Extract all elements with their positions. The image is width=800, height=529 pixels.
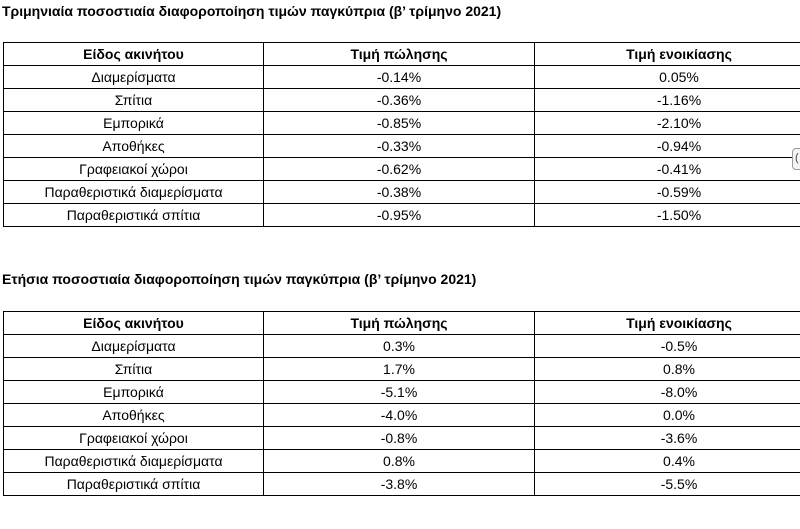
quarterly-table-title: Τριμηνιαία ποσοστιαία διαφοροποίηση τιμών παγκύπρια (β’ τρίμηνο 2021) bbox=[2, 3, 502, 19]
sale-price-change-cell: -0.36% bbox=[264, 89, 535, 112]
property-type-cell: Διαμερίσματα bbox=[4, 335, 264, 358]
property-type-cell: Παραθεριστικά διαμερίσματα bbox=[4, 181, 264, 204]
property-type-cell: Εμπορικά bbox=[4, 112, 264, 135]
sale-price-change-cell: 0.8% bbox=[264, 450, 535, 473]
table-row bbox=[4, 335, 800, 358]
property-type-cell: Σπίτια bbox=[4, 89, 264, 112]
table-row bbox=[4, 450, 800, 473]
rent-price-change-cell: 0.4% bbox=[535, 450, 800, 473]
table-row bbox=[4, 404, 800, 427]
rent-price-change-cell: -0.94% bbox=[535, 135, 800, 158]
sale-price-change-cell: -0.95% bbox=[264, 204, 535, 227]
annual-price-change-table bbox=[3, 311, 800, 496]
partial-widget-icon[interactable] bbox=[792, 148, 800, 170]
sale-price-change-cell: -0.8% bbox=[264, 427, 535, 450]
property-type-cell: Εμπορικά bbox=[4, 381, 264, 404]
rent-price-change-cell: -5.5% bbox=[535, 473, 800, 496]
property-type-cell: Σπίτια bbox=[4, 358, 264, 381]
table-row bbox=[4, 358, 800, 381]
table-row bbox=[4, 381, 800, 404]
sale-price-change-cell: 1.7% bbox=[264, 358, 535, 381]
table-row bbox=[4, 89, 800, 112]
property-type-cell: Αποθήκες bbox=[4, 135, 264, 158]
table-row bbox=[4, 427, 800, 450]
rent-price-change-cell: -3.6% bbox=[535, 427, 800, 450]
table-row bbox=[4, 112, 800, 135]
table-header-row bbox=[4, 312, 800, 335]
rent-price-change-cell: -0.59% bbox=[535, 181, 800, 204]
rent-price-change-cell: -0.5% bbox=[535, 335, 800, 358]
table-header-row bbox=[4, 43, 800, 66]
column-header-rent-price: Τιμή ενοικίασης bbox=[535, 43, 800, 66]
sale-price-change-cell: -0.14% bbox=[264, 66, 535, 89]
sale-price-change-cell: 0.3% bbox=[264, 335, 535, 358]
property-type-cell: Γραφειακοί χώροι bbox=[4, 427, 264, 450]
property-type-cell: Παραθεριστικά διαμερίσματα bbox=[4, 450, 264, 473]
property-type-cell: Διαμερίσματα bbox=[4, 66, 264, 89]
table-row bbox=[4, 181, 800, 204]
property-type-cell: Αποθήκες bbox=[4, 404, 264, 427]
property-type-cell: Γραφειακοί χώροι bbox=[4, 158, 264, 181]
property-type-cell: Παραθεριστικά σπίτια bbox=[4, 473, 264, 496]
column-header-rent-price: Τιμή ενοικίασης bbox=[535, 312, 800, 335]
partial-widget-glyph: ( bbox=[795, 152, 799, 164]
rent-price-change-cell: 0.0% bbox=[535, 404, 800, 427]
column-header-property-type: Είδος ακινήτου bbox=[4, 43, 264, 66]
table-row bbox=[4, 66, 800, 89]
sale-price-change-cell: -3.8% bbox=[264, 473, 535, 496]
rent-price-change-cell: -0.41% bbox=[535, 158, 800, 181]
table-row bbox=[4, 135, 800, 158]
rent-price-change-cell: -8.0% bbox=[535, 381, 800, 404]
rent-price-change-cell: 0.05% bbox=[535, 66, 800, 89]
table-row bbox=[4, 473, 800, 496]
sale-price-change-cell: -0.33% bbox=[264, 135, 535, 158]
rent-price-change-cell: 0.8% bbox=[535, 358, 800, 381]
sale-price-change-cell: -4.0% bbox=[264, 404, 535, 427]
sale-price-change-cell: -0.85% bbox=[264, 112, 535, 135]
table-row bbox=[4, 158, 800, 181]
sale-price-change-cell: -0.38% bbox=[264, 181, 535, 204]
table-row bbox=[4, 204, 800, 227]
sale-price-change-cell: -5.1% bbox=[264, 381, 535, 404]
sale-price-change-cell: -0.62% bbox=[264, 158, 535, 181]
property-type-cell: Παραθεριστικά σπίτια bbox=[4, 204, 264, 227]
column-header-sale-price: Τιμή πώλησης bbox=[264, 312, 535, 335]
rent-price-change-cell: -2.10% bbox=[535, 112, 800, 135]
column-header-sale-price: Τιμή πώλησης bbox=[264, 43, 535, 66]
rent-price-change-cell: -1.50% bbox=[535, 204, 800, 227]
quarterly-price-change-table bbox=[3, 42, 800, 227]
rent-price-change-cell: -1.16% bbox=[535, 89, 800, 112]
column-header-property-type: Είδος ακινήτου bbox=[4, 312, 264, 335]
annual-table-title: Ετήσια ποσοστιαία διαφοροποίηση τιμών παγκύπρια (β’ τρίμηνο 2021) bbox=[2, 271, 477, 287]
